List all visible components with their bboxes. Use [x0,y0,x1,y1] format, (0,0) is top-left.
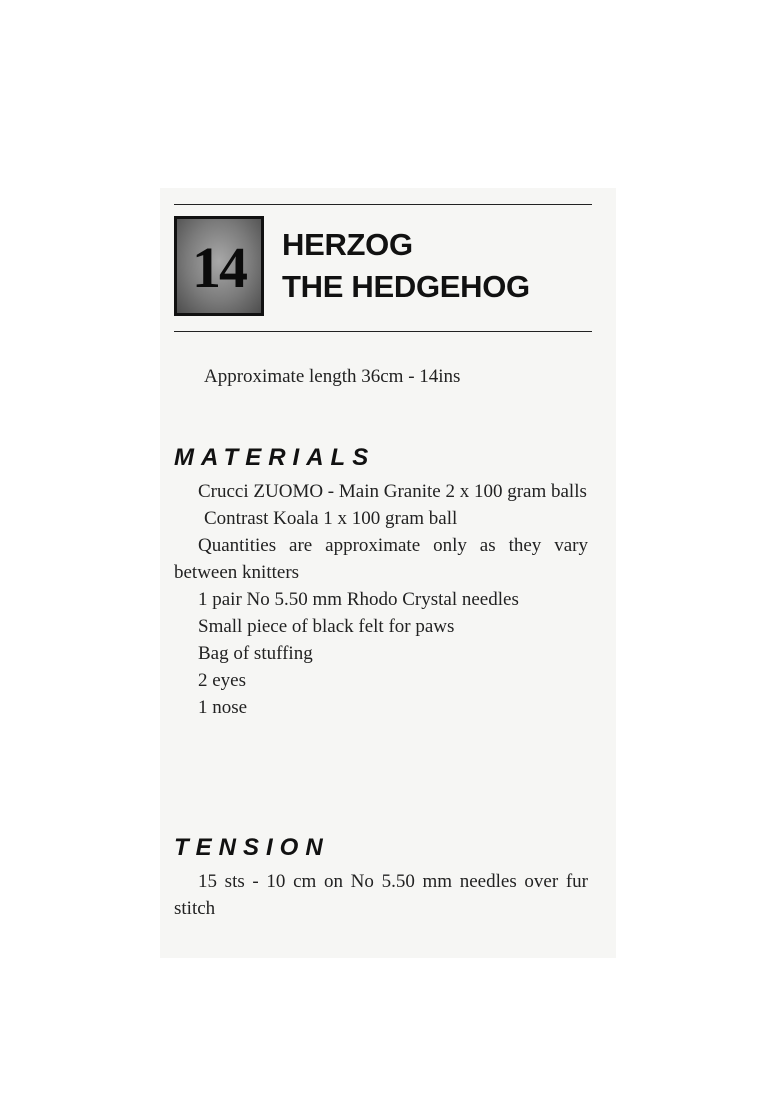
materials-heading: MATERIALS [174,444,376,471]
materials-list [174,478,588,721]
pattern-number: 14 [192,235,246,300]
list-item: Contrast Koala 1 x 100 gram ball [204,508,458,529]
list-item: Bag of stuffing [198,643,313,664]
list-item: 1 nose [198,697,248,718]
list-item: Crucci ZUOMO - Main Granite 2 x 100 gram balls [198,481,587,502]
tension-heading: TENSION [174,834,330,861]
list-item: Quantities are approximate only as they vary between knitters [174,535,588,583]
tension-text-block [174,868,588,922]
pattern-number-badge [174,216,264,316]
pattern-title-line2: THE HEDGEHOG [282,269,530,304]
list-item: Small piece of black felt for paws [198,616,455,637]
tension-text: 15 sts - 10 cm on No 5.50 mm needles over fur stitch [174,871,588,919]
list-item: 1 pair No 5.50 mm Rhodo Crystal needles [198,589,519,610]
list-item: 2 eyes [198,670,247,691]
pattern-title [282,224,530,308]
approximate-length: Approximate length 36cm - 14ins [204,366,461,387]
pattern-title-line1: HERZOG [282,227,413,262]
header-top-rule [174,204,592,205]
header-bottom-rule [174,331,592,332]
